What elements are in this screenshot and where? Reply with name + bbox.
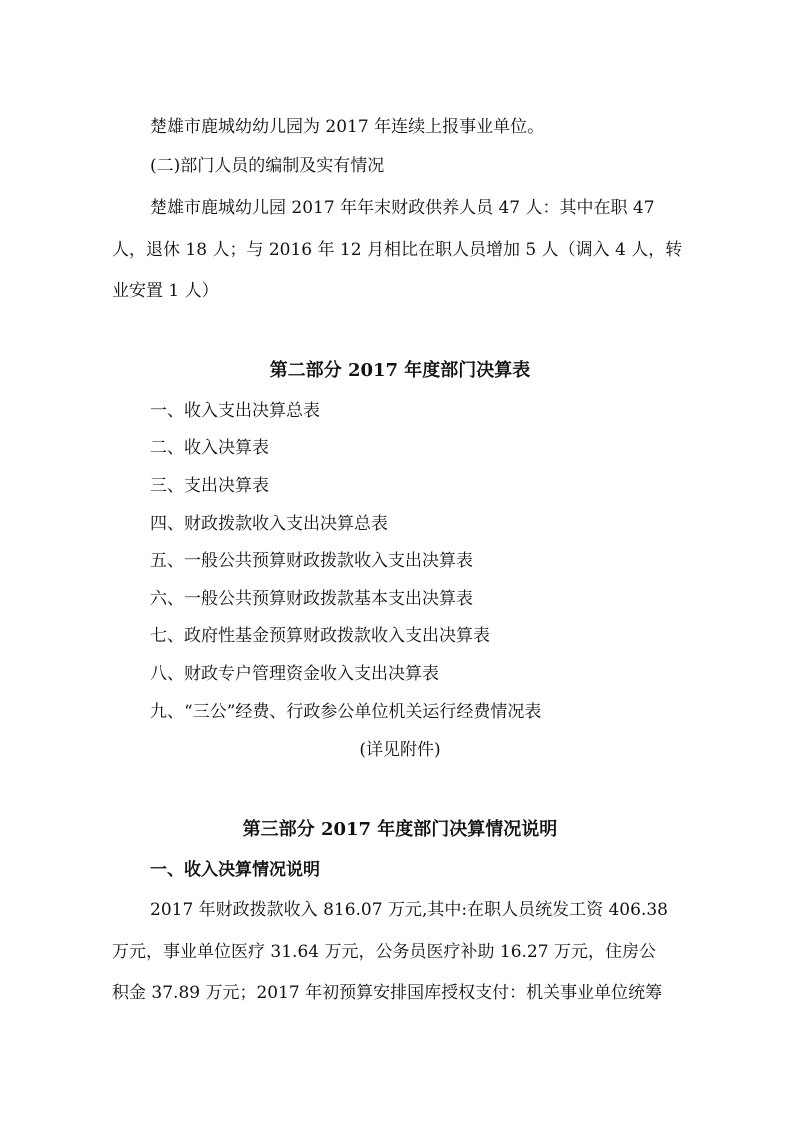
income-paragraph-line-3: 积金 37.89 万元；2017 年初预算安排国库授权支付：机关事业单位统筹 [112,983,663,1003]
income-paragraph-line-1: 2017 年财政拨款收入 816.07 万元,其中:在职人员统发工资 406.38 [150,900,668,920]
unit-report-line: 楚雄市鹿城幼幼儿园为 2017 年连续上报事业单位。 [150,117,545,137]
staffing-paragraph-line-3: 业安置 1 人） [112,281,219,301]
part3-title: 第三部分 2017 年度部门决算情况说明 [242,819,558,840]
staffing-paragraph-line-1: 楚雄市鹿城幼儿园 2017 年年末财政供养人员 47 人：其中在职 47 [150,198,655,218]
part2-item-1: 一、收入支出决算总表 [150,401,320,421]
income-paragraph-line-2: 万元，事业单位医疗 31.64 万元，公务员医疗补助 16.27 万元，住房公 [112,942,656,962]
staffing-paragraph-line-2: 人，退休 18 人；与 2016 年 12 月相比在职人员增加 5 人（调入 4 人，转 [112,240,683,260]
part2-item-2: 二、收入决算表 [150,438,269,458]
part2-item-6: 六、一般公共预算财政拨款基本支出决算表 [150,589,473,609]
part2-item-3: 三、支出决算表 [150,476,269,496]
part2-item-8: 八、财政专户管理资金收入支出决算表 [150,664,439,684]
staffing-subheading: (二)部门人员的编制及实有情况 [150,156,385,176]
part2-title: 第二部分 2017 年度部门决算表 [269,360,531,381]
part2-item-9: 九、“三公”经费、行政参公单位机关运行经费情况表 [150,702,542,722]
attachment-note: (详见附件) [359,740,441,760]
part2-item-7: 七、政府性基金预算财政拨款收入支出决算表 [150,626,490,646]
part2-item-4: 四、财政拨款收入支出决算总表 [150,514,388,534]
income-subheading: 一、收入决算情况说明 [150,860,320,880]
part2-item-5: 五、一般公共预算财政拨款收入支出决算表 [150,551,473,571]
